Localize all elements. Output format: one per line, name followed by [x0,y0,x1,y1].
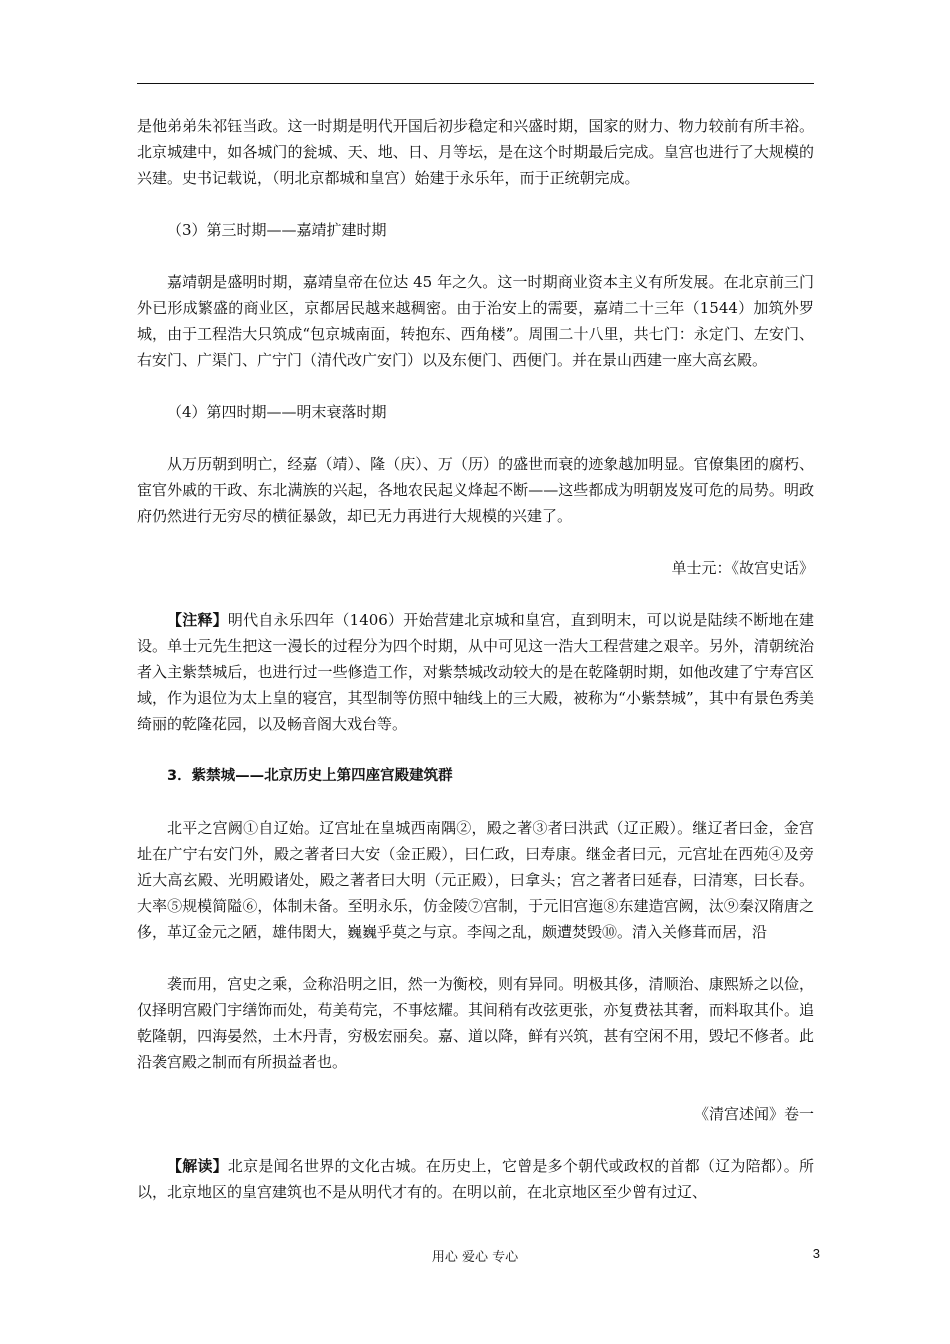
paragraph-jiajing: 嘉靖朝是盛明时期，嘉靖皇帝在位达 45 年之久。这一时期商业资本主义有所发展。在北京前三门外已形成繁盛的商业区，京都居民越来越稠密。由于治安上的需要，嘉靖二十三年（1544）加筑外罗城，由于工程浩大只筑成“包京城南面，转抱东、西角楼”。周围二十八里，共七门：永定门、左安门、右安门、广渠门、广宁门（清代改广安门）以及东便门、西便门。并在景山西建一座大高玄殿。 [137,273,814,369]
footer-motto: 用心 爱心 专心 [431,1250,519,1265]
annotation-tag: 【注释】 [167,611,228,629]
annotation-text: 明代自永乐四年（1406）开始营建北京城和皇宫，直到明末，可以说是陆续不断地在建设。单士元先生把这一漫长的过程分为四个时期，从中可见这一浩大工程营建之艰辛。另外，清朝统治者入主紫禁城后，也进行过一些修造工作，对紫禁城改动较大的是在乾隆朝时期，如他改建了宁寿宫区域，作为退位为太上皇的寝宫，其型制等仿照中轴线上的三大殿，被称为“小紫禁城”，其中有景色秀美绮丽的乾隆花园，以及畅音阁大戏台等。 [137,611,814,733]
interpretation-tag: 【解读】 [167,1157,228,1175]
annotation-paragraph [137,607,814,737]
section-title-3: 3．紫禁城——北京历史上第四座宫殿建筑群 [167,768,453,784]
interpretation-text: 北京是闻名世界的文化古城。在历史上，它曾是多个朝代或政权的首都（辽为陪都）。所以，北京地区的皇宫建筑也不是从明代才有的。在明以前，在北京地区至少曾有过辽、 [137,1157,814,1201]
source-citation-1: 单士元：《故宫史话》 [671,559,814,577]
page-number: 3 [812,1246,820,1261]
header-rule [137,83,814,84]
paragraph-classical-2: 袭而用，宫史之乘，佥称沿明之旧，然一为衡校，则有异同。明极其侈，清顺治、康熙矫之以俭，仅择明宫殿门宇缮饰而处，苟美苟完，不事炫耀。其间稍有改弦更张，亦复费祛其奢，而料取其仆。追乾隆朝，四海晏然，土木丹青，穷极宏丽矣。嘉、道以降，鲜有兴筑，甚有空闲不用，毁圮不修者。此沿袭宫殿之制而有所损益者也。 [137,975,814,1071]
interpretation-paragraph [137,1153,814,1205]
heading-period-4: （4）第四时期——明末衰落时期 [167,403,387,421]
source-citation-2: 《清宫述闻》卷一 [693,1105,814,1123]
heading-period-3: （3）第三时期——嘉靖扩建时期 [167,221,387,239]
paragraph-classical-1: 北平之宫阙①自辽始。辽宫址在皇城西南隅②，殿之著③者曰洪武（辽正殿）。继辽者曰金，金宫址在广宁右安门外，殿之著者曰大安（金正殿），曰仁政，曰寿康。继金者曰元，元宫址在西苑④及旁近大高玄殿、光明殿诸处，殿之著者曰大明（元正殿），曰拿头；宫之著者曰延春，曰清寒，曰长春。大率⑤规模简隘⑥，体制未备。至明永乐，仿金陵⑦宫制，于元旧宫迤⑧东建造宫阙，汰⑨秦汉隋唐之侈，革辽金元之陋，雄伟閎大，巍巍乎莫之与京。李闯之乱，颇遭焚毁⑩。清入关修葺而居，沿 [137,819,814,941]
paragraph-late-ming: 从万历朝到明亡，经嘉（靖）、隆（庆）、万（历）的盛世而衰的迹象越加明显。官僚集团的腐朽、宦官外戚的干政、东北满族的兴起，各地农民起义烽起不断——这些都成为明朝岌岌可危的局势。明政府仍然进行无穷尽的横征暴敛，却已无力再进行大规模的兴建了。 [137,455,814,525]
paragraph-continuation: 是他弟弟朱祁钰当政。这一时期是明代开国后初步稳定和兴盛时期，国家的财力、物力较前有所丰裕。北京城建中，如各城门的瓮城、天、地、日、月等坛，是在这个时期最后完成。皇宫也进行了大规模的兴建。史书记载说，（明北京都城和皇宫）始建于永乐年，而于正统朝完成。 [137,117,814,187]
page-content [137,113,814,1205]
